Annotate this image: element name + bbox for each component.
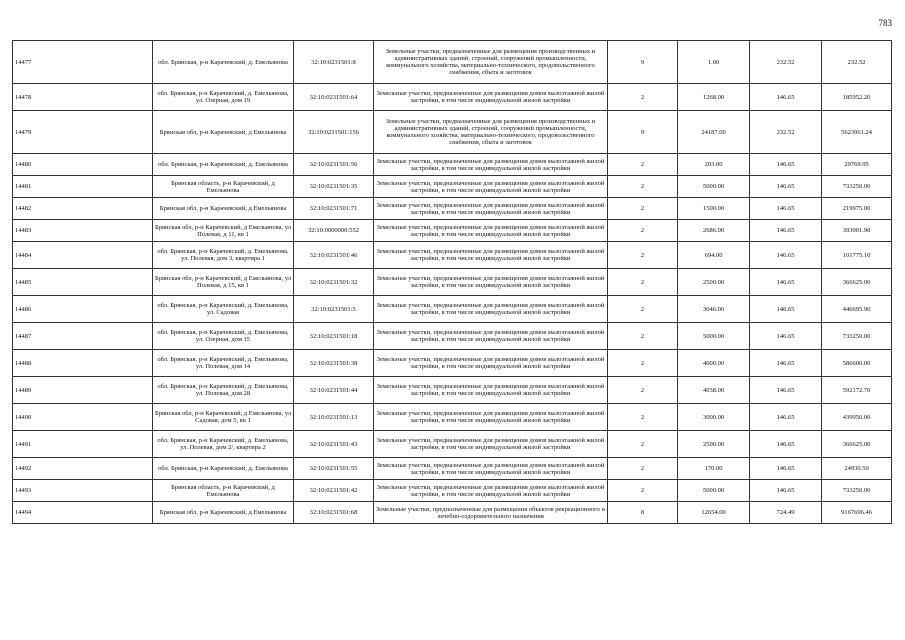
area-cell: 170.00 bbox=[678, 458, 750, 480]
cadastral-number-cell: 32:10:0231501:5 bbox=[294, 296, 374, 323]
cadastral-value-cell: 446695.90 bbox=[822, 296, 892, 323]
group-code-cell: 2 bbox=[608, 154, 678, 176]
area-cell: 2500.00 bbox=[678, 431, 750, 458]
area-cell: 1.00 bbox=[678, 41, 750, 84]
cadastral-number-cell: 32:10:0231501:18 bbox=[294, 323, 374, 350]
group-code-cell: 9 bbox=[608, 111, 678, 154]
land-id-cell: 14480 bbox=[13, 154, 153, 176]
table-row bbox=[13, 242, 892, 269]
area-cell: 1268.00 bbox=[678, 84, 750, 111]
land-use-description-cell: Земельные участки, предназначенные для размещения домов малоэтажной жилой застройки, в том числе индивидуальной жилой застройки bbox=[374, 350, 608, 377]
specific-value-cell: 232.52 bbox=[750, 111, 822, 154]
table-row bbox=[13, 41, 892, 84]
cadastral-value-cell: 393901.90 bbox=[822, 220, 892, 242]
cadastral-value-cell: 733250.00 bbox=[822, 176, 892, 198]
area-cell: 5000.00 bbox=[678, 323, 750, 350]
cadastral-number-cell: 32:10:0231501:44 bbox=[294, 377, 374, 404]
land-id-cell: 14481 bbox=[13, 176, 153, 198]
area-cell: 5000.00 bbox=[678, 176, 750, 198]
specific-value-cell: 146.65 bbox=[750, 154, 822, 176]
specific-value-cell: 146.65 bbox=[750, 220, 822, 242]
cadastral-number-cell: 32:10:0231501:42 bbox=[294, 480, 374, 502]
area-cell: 5000.00 bbox=[678, 480, 750, 502]
land-id-cell: 14477 bbox=[13, 41, 153, 84]
area-cell: 3000.00 bbox=[678, 404, 750, 431]
address-cell: обл. Брянская, р-н Карачевский, д. Емельянова, ул. Полевая, дом 2/, квартира 2 bbox=[153, 431, 294, 458]
land-use-description-cell: Земельные участки, предназначенные для размещения домов малоэтажной жилой застройки, в том числе индивидуальной жилой застройки bbox=[374, 323, 608, 350]
specific-value-cell: 146.65 bbox=[750, 404, 822, 431]
area-cell: 203.00 bbox=[678, 154, 750, 176]
cadastral-number-cell: 32:10:0231501:71 bbox=[294, 198, 374, 220]
area-cell: 24187.00 bbox=[678, 111, 750, 154]
area-cell: 1500.00 bbox=[678, 198, 750, 220]
cadastral-value-cell: 733250.00 bbox=[822, 480, 892, 502]
group-code-cell: 2 bbox=[608, 458, 678, 480]
specific-value-cell: 146.65 bbox=[750, 198, 822, 220]
group-code-cell: 2 bbox=[608, 480, 678, 502]
land-use-description-cell: Земельные участки, предназначенные для размещения домов малоэтажной жилой застройки, в том числе индивидуальной жилой застройки bbox=[374, 198, 608, 220]
address-cell: обл. Брянская, р-н Карачевский, д. Емельянова bbox=[153, 458, 294, 480]
specific-value-cell: 146.65 bbox=[750, 296, 822, 323]
cadastral-value-cell: 366625.00 bbox=[822, 269, 892, 296]
specific-value-cell: 146.65 bbox=[750, 176, 822, 198]
address-cell: Брянская обл, р-н Карачевский, д Емельянова, ул Садовая, дом 5, кв 1 bbox=[153, 404, 294, 431]
address-cell: Брянская обл, р-н Карачевский, д Емельянова bbox=[153, 502, 294, 524]
specific-value-cell: 146.65 bbox=[750, 377, 822, 404]
cadastral-number-cell: 32:10:0231501:13 bbox=[294, 404, 374, 431]
land-id-cell: 14487 bbox=[13, 323, 153, 350]
cadastral-number-cell: 32:10:0231501:68 bbox=[294, 502, 374, 524]
specific-value-cell: 146.65 bbox=[750, 458, 822, 480]
land-use-description-cell: Земельные участки, предназначенные для размещения домов малоэтажной жилой застройки, в том числе индивидуальной жилой застройки bbox=[374, 154, 608, 176]
group-code-cell: 2 bbox=[608, 350, 678, 377]
group-code-cell: 2 bbox=[608, 323, 678, 350]
table-row bbox=[13, 111, 892, 154]
land-id-cell: 14486 bbox=[13, 296, 153, 323]
address-cell: Брянская обл, р-н Карачевский, д Емельянова bbox=[153, 198, 294, 220]
group-code-cell: 2 bbox=[608, 296, 678, 323]
land-id-cell: 14490 bbox=[13, 404, 153, 431]
specific-value-cell: 146.65 bbox=[750, 269, 822, 296]
area-cell: 4038.00 bbox=[678, 377, 750, 404]
table-row bbox=[13, 269, 892, 296]
land-registry-table bbox=[12, 40, 892, 524]
cadastral-value-cell: 219975.00 bbox=[822, 198, 892, 220]
address-cell: обл. Брянская, р-н Карачевский, д. Емельянова, ул. Полевая, дом 28 bbox=[153, 377, 294, 404]
land-id-cell: 14493 bbox=[13, 480, 153, 502]
address-cell: обл. Брянская, р-н Карачевский, д. Емельянова bbox=[153, 154, 294, 176]
cadastral-value-cell: 586600.00 bbox=[822, 350, 892, 377]
land-id-cell: 14488 bbox=[13, 350, 153, 377]
address-cell: Брянская область, р-н Карачевский, д Емельянова bbox=[153, 480, 294, 502]
page-number: 783 bbox=[878, 18, 892, 28]
cadastral-number-cell: 32:10:0231501:55 bbox=[294, 458, 374, 480]
group-code-cell: 2 bbox=[608, 377, 678, 404]
table-row bbox=[13, 377, 892, 404]
land-use-description-cell: Земельные участки, предназначенные для размещения домов малоэтажной жилой застройки, в том числе индивидуальной жилой застройки bbox=[374, 480, 608, 502]
table-row bbox=[13, 198, 892, 220]
land-id-cell: 14491 bbox=[13, 431, 153, 458]
table-row bbox=[13, 220, 892, 242]
land-use-description-cell: Земельные участки, предназначенные для размещения объектов рекреационного и лечебно-оздоровительного назначения bbox=[374, 502, 608, 524]
cadastral-value-cell: 101775.10 bbox=[822, 242, 892, 269]
cadastral-number-cell: 32:10:0231501:46 bbox=[294, 242, 374, 269]
table-row bbox=[13, 480, 892, 502]
area-cell: 3046.00 bbox=[678, 296, 750, 323]
cadastral-number-cell: 32:10:0000000:552 bbox=[294, 220, 374, 242]
cadastral-value-cell: 232.52 bbox=[822, 41, 892, 84]
cadastral-value-cell: 24930.50 bbox=[822, 458, 892, 480]
cadastral-number-cell: 32:10:0231501:156 bbox=[294, 111, 374, 154]
specific-value-cell: 146.65 bbox=[750, 323, 822, 350]
land-id-cell: 14478 bbox=[13, 84, 153, 111]
table-row bbox=[13, 176, 892, 198]
cadastral-value-cell: 592172.70 bbox=[822, 377, 892, 404]
land-use-description-cell: Земельные участки, предназначенные для размещения домов малоэтажной жилой застройки, в том числе индивидуальной жилой застройки bbox=[374, 377, 608, 404]
land-use-description-cell: Земельные участки, предназначенные для размещения домов малоэтажной жилой застройки, в том числе индивидуальной жилой застройки bbox=[374, 269, 608, 296]
table-row bbox=[13, 404, 892, 431]
land-use-description-cell: Земельные участки, предназначенные для размещения домов малоэтажной жилой застройки, в том числе индивидуальной жилой застройки bbox=[374, 404, 608, 431]
cadastral-value-cell: 733250.00 bbox=[822, 323, 892, 350]
cadastral-number-cell: 32:10:0231501:38 bbox=[294, 350, 374, 377]
address-cell: Брянская обл, р-н Карачевский, д Емельянова, ул Полевая, д 11, кв 1 bbox=[153, 220, 294, 242]
table-row bbox=[13, 350, 892, 377]
land-id-cell: 14479 bbox=[13, 111, 153, 154]
cadastral-number-cell: 32:10:0231501:8 bbox=[294, 41, 374, 84]
cadastral-value-cell: 9167696.46 bbox=[822, 502, 892, 524]
land-use-description-cell: Земельные участки, предназначенные для размещения домов малоэтажной жилой застройки, в том числе индивидуальной жилой застройки bbox=[374, 84, 608, 111]
area-cell: 694.00 bbox=[678, 242, 750, 269]
cadastral-number-cell: 32:10:0231501:64 bbox=[294, 84, 374, 111]
land-use-description-cell: Земельные участки, предназначенные для размещения домов малоэтажной жилой застройки, в том числе индивидуальной жилой застройки bbox=[374, 220, 608, 242]
cadastral-value-cell: 5623961.24 bbox=[822, 111, 892, 154]
area-cell: 2686.00 bbox=[678, 220, 750, 242]
table-row bbox=[13, 431, 892, 458]
address-cell: обл. Брянская, р-н Карачевский, д. Емельянова, ул. Садовая bbox=[153, 296, 294, 323]
cadastral-number-cell: 32:10:0231501:32 bbox=[294, 269, 374, 296]
land-id-cell: 14482 bbox=[13, 198, 153, 220]
group-code-cell: 2 bbox=[608, 242, 678, 269]
address-cell: обл. Брянская, р-н Карачевский, д. Емельянова bbox=[153, 41, 294, 84]
land-id-cell: 14489 bbox=[13, 377, 153, 404]
table-row bbox=[13, 323, 892, 350]
land-id-cell: 14483 bbox=[13, 220, 153, 242]
specific-value-cell: 146.65 bbox=[750, 431, 822, 458]
table-row bbox=[13, 458, 892, 480]
land-use-description-cell: Земельные участки, предназначенные для размещения производственных и административных зданий, строений, сооружений промышленности, коммунального хозяйства, материально-технического, продовольственного снабжения, сбыта и заготовок bbox=[374, 111, 608, 154]
land-id-cell: 14485 bbox=[13, 269, 153, 296]
land-use-description-cell: Земельные участки, предназначенные для размещения домов малоэтажной жилой застройки, в том числе индивидуальной жилой застройки bbox=[374, 458, 608, 480]
group-code-cell: 9 bbox=[608, 41, 678, 84]
land-id-cell: 14484 bbox=[13, 242, 153, 269]
group-code-cell: 2 bbox=[608, 84, 678, 111]
cadastral-number-cell: 32:10:0231501:35 bbox=[294, 176, 374, 198]
table-row bbox=[13, 154, 892, 176]
specific-value-cell: 146.65 bbox=[750, 84, 822, 111]
group-code-cell: 2 bbox=[608, 269, 678, 296]
area-cell: 12654.00 bbox=[678, 502, 750, 524]
specific-value-cell: 146.65 bbox=[750, 480, 822, 502]
land-use-description-cell: Земельные участки, предназначенные для размещения домов малоэтажной жилой застройки, в том числе индивидуальной жилой застройки bbox=[374, 431, 608, 458]
cadastral-number-cell: 32:10:0231501:43 bbox=[294, 431, 374, 458]
area-cell: 4000.00 bbox=[678, 350, 750, 377]
table-row bbox=[13, 84, 892, 111]
specific-value-cell: 146.65 bbox=[750, 350, 822, 377]
cadastral-value-cell: 29769.95 bbox=[822, 154, 892, 176]
group-code-cell: 2 bbox=[608, 431, 678, 458]
group-code-cell: 8 bbox=[608, 502, 678, 524]
land-id-cell: 14492 bbox=[13, 458, 153, 480]
land-use-description-cell: Земельные участки, предназначенные для размещения домов малоэтажной жилой застройки, в том числе индивидуальной жилой застройки bbox=[374, 296, 608, 323]
specific-value-cell: 232.52 bbox=[750, 41, 822, 84]
cadastral-value-cell: 439950.00 bbox=[822, 404, 892, 431]
address-cell: Брянская область, р-н Карачевский, д Емельянова bbox=[153, 176, 294, 198]
table-row bbox=[13, 502, 892, 524]
address-cell: Брянская обл, р-н Карачевский, д Емельянова, ул Полевая, д 15, кв 1 bbox=[153, 269, 294, 296]
land-use-description-cell: Земельные участки, предназначенные для размещения домов малоэтажной жилой застройки, в том числе индивидуальной жилой застройки bbox=[374, 176, 608, 198]
address-cell: обл. Брянская, р-н Карачевский, д. Емельянова, ул. Озерная, дом 19 bbox=[153, 84, 294, 111]
table-row bbox=[13, 296, 892, 323]
address-cell: обл. Брянская, р-н Карачевский, д. Емельянова, ул. Озерная, дом 15 bbox=[153, 323, 294, 350]
group-code-cell: 2 bbox=[608, 198, 678, 220]
address-cell: обл. Брянская, р-н Карачевский, д. Емельянова, ул. Полевая, дом 3, квартира 1 bbox=[153, 242, 294, 269]
group-code-cell: 2 bbox=[608, 176, 678, 198]
address-cell: обл. Брянская, р-н Карачевский, д. Емельянова, ул. Полевая, дом 14 bbox=[153, 350, 294, 377]
land-use-description-cell: Земельные участки, предназначенные для размещения производственных и административных зданий, строений, сооружений промышленности, коммунального хозийства, материально-технического, продовольственного снабжения, сбыта и заготовок bbox=[374, 41, 608, 84]
address-cell: Брянская обл, р-н Карачевский, д Емельянова bbox=[153, 111, 294, 154]
group-code-cell: 2 bbox=[608, 220, 678, 242]
land-id-cell: 14494 bbox=[13, 502, 153, 524]
cadastral-value-cell: 366625.00 bbox=[822, 431, 892, 458]
specific-value-cell: 146.65 bbox=[750, 242, 822, 269]
area-cell: 2500.00 bbox=[678, 269, 750, 296]
cadastral-value-cell: 185952.20 bbox=[822, 84, 892, 111]
land-use-description-cell: Земельные участки, предназначенные для размещения домов малоэтажной жилой застройки, в том числе индивидуальной жилой застройки bbox=[374, 242, 608, 269]
cadastral-number-cell: 32:10:0231501:56 bbox=[294, 154, 374, 176]
group-code-cell: 2 bbox=[608, 404, 678, 431]
specific-value-cell: 724.49 bbox=[750, 502, 822, 524]
